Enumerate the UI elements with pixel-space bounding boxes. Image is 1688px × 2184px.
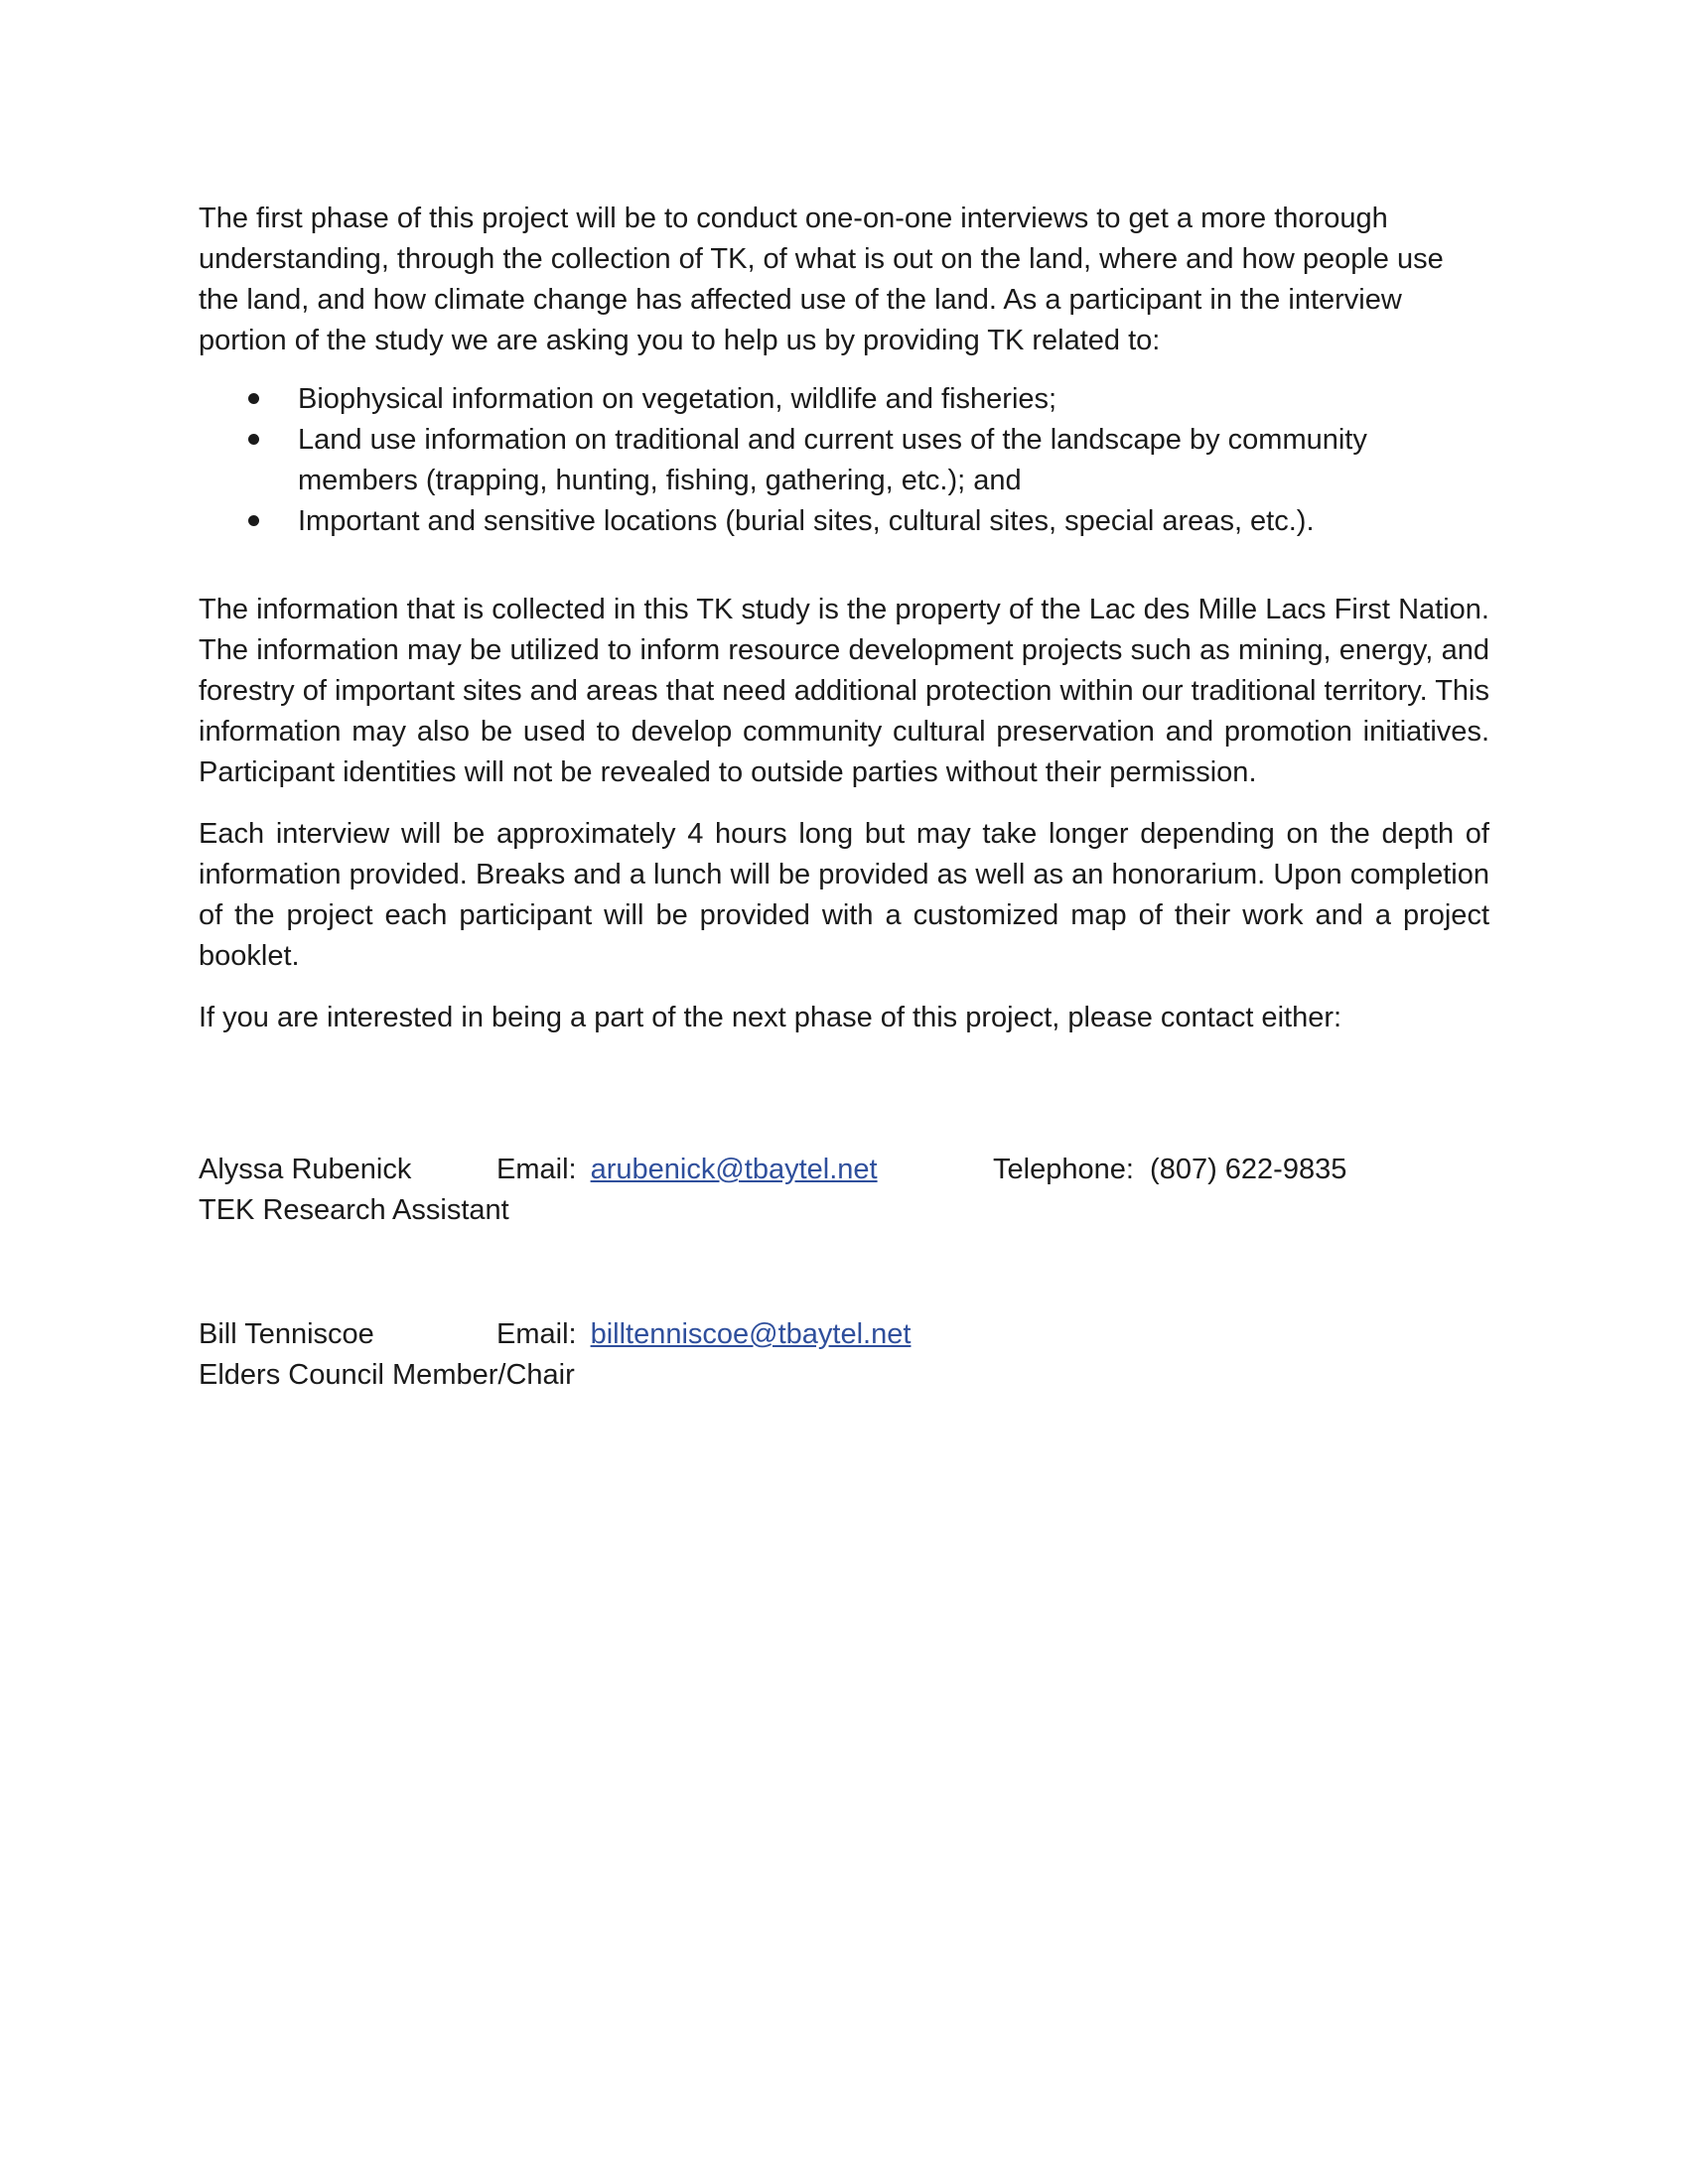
contact-alyssa <box>199 1150 1489 1231</box>
contact-bill <box>199 1314 1489 1396</box>
phone-field <box>993 1150 1346 1190</box>
interview-paragraph: Each interview will be approximately 4 hours long but may take longer depending on the depth of information provided. Breaks and a lunch will be provided as well as an honorarium. Upon completion of the project each participant will be provided with a customized map of their work and a project booklet. <box>199 818 1489 972</box>
list-item <box>199 501 1489 542</box>
contact-intro: If you are interested in being a part of the next phase of this project, please contact either: <box>199 1002 1342 1033</box>
email-field <box>496 1150 878 1190</box>
list-item-text: Land use information on traditional and current uses of the landscape by community members (trapping, hunting, fishing, gathering, etc.); and <box>298 424 1367 496</box>
bullet-icon <box>248 393 259 404</box>
property-paragraph: The information that is collected in this TK study is the property of the Lac des Mille Lacs First Nation. The information may be utilized to inform resource development projects such as mining, energy, and forestry of important sites and areas that need additional protection within our traditional territory. This information may also be used to develop community cultural preservation and promotion initiatives. Participant identities will not be revealed to outside parties without their permission. <box>199 594 1489 788</box>
bullet-icon <box>248 515 259 526</box>
contact-name: Alyssa Rubenick <box>199 1154 412 1185</box>
list-item <box>199 420 1489 501</box>
contact-name: Bill Tenniscoe <box>199 1318 374 1350</box>
email-link[interactable]: arubenick@tbaytel.net <box>590 1154 878 1185</box>
tk-topics-list <box>199 379 1489 542</box>
email-link[interactable]: billtenniscoe@tbaytel.net <box>590 1318 912 1350</box>
email-field <box>496 1314 911 1355</box>
contact-row <box>199 1150 1489 1190</box>
email-label: Email: <box>496 1318 577 1350</box>
list-item-text: Important and sensitive locations (burial sites, cultural sites, special areas, etc.). <box>298 505 1315 537</box>
phone-label: Telephone: <box>993 1154 1134 1185</box>
list-item-text: Biophysical information on vegetation, wildlife and fisheries; <box>298 383 1057 415</box>
list-item <box>199 379 1489 420</box>
document-body <box>199 199 1489 1038</box>
contact-row <box>199 1314 1489 1355</box>
intro-paragraph: The first phase of this project will be to conduct one-on-one interviews to get a more thorough understanding, through the collection of TK, of what is out on the land, where and how people use the land, and how climate change has affected use of the land. As a participant in the interview portion of the study we are asking you to help us by providing TK related to: <box>199 203 1444 356</box>
email-label: Email: <box>496 1154 577 1185</box>
bullet-icon <box>248 434 259 445</box>
phone-number: (807) 622-9835 <box>1150 1154 1347 1185</box>
contact-role: Elders Council Member/Chair <box>199 1359 575 1391</box>
contact-role: TEK Research Assistant <box>199 1194 509 1226</box>
